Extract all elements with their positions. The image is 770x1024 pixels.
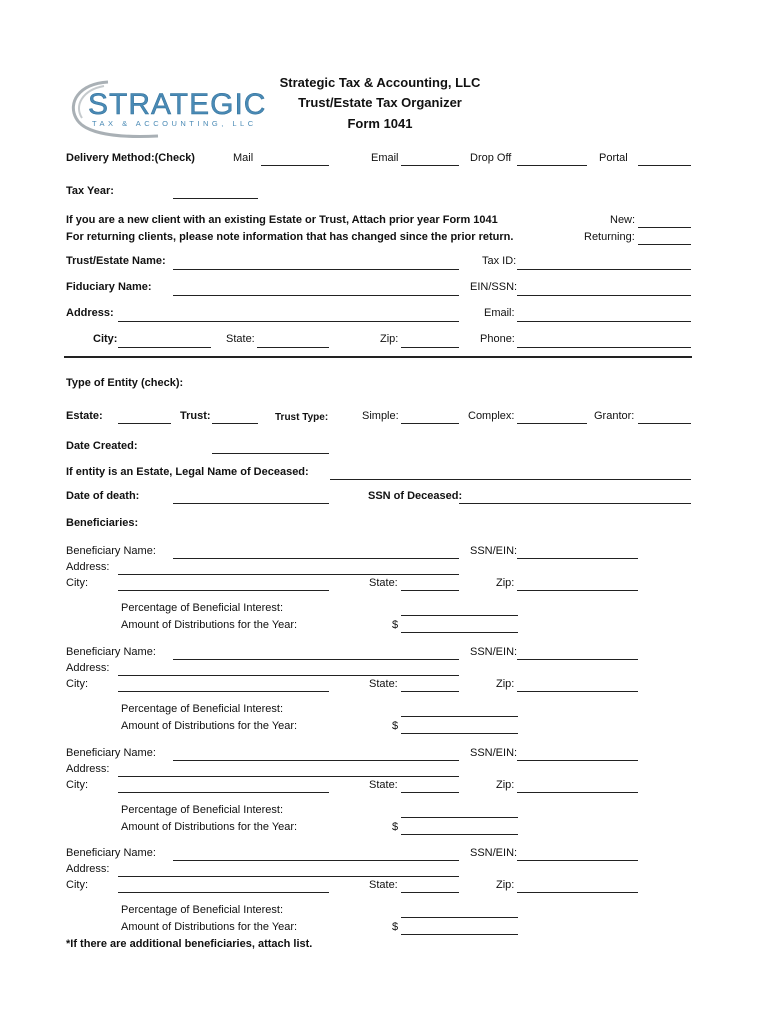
zip-field[interactable]	[401, 347, 459, 348]
beneficiaries-heading: Beneficiaries:	[66, 517, 139, 529]
deceased-name-field[interactable]	[330, 479, 691, 480]
logo-subtext: TAX & ACCOUNTING, LLC	[92, 119, 257, 128]
beneficiary-1-state-field[interactable]	[401, 590, 459, 591]
email-field[interactable]	[517, 321, 691, 322]
beneficiary-2-state-field[interactable]	[401, 691, 459, 692]
beneficiary-4-percent-field[interactable]	[401, 917, 518, 918]
beneficiary-4-amount-label: Amount of Distributions for the Year:	[121, 921, 298, 933]
beneficiary-2-percent-field[interactable]	[401, 716, 518, 717]
beneficiary-3-amount-label: Amount of Distributions for the Year:	[121, 821, 298, 833]
beneficiary-1-address-field[interactable]	[118, 574, 459, 575]
mail-label: Mail	[233, 152, 254, 164]
address-label: Address:	[66, 307, 114, 319]
form-number: Form 1041	[347, 116, 413, 131]
tax-id-label: Tax ID:	[482, 255, 517, 267]
beneficiary-1-zip-field[interactable]	[517, 590, 638, 591]
beneficiary-2-city-label: City:	[66, 678, 88, 690]
beneficiary-4-city-field[interactable]	[118, 892, 329, 893]
trust-name-label: Trust/Estate Name:	[66, 255, 166, 267]
city-label: City:	[93, 333, 118, 345]
dropoff-label: Drop Off	[470, 152, 512, 164]
beneficiary-3-ssn-label: SSN/EIN:	[470, 747, 518, 759]
simple-check-field[interactable]	[401, 423, 459, 424]
trust-type-label: Trust Type:	[275, 412, 329, 423]
beneficiary-2-zip-field[interactable]	[517, 691, 638, 692]
zip-label: Zip:	[380, 333, 399, 345]
beneficiary-4-state-field[interactable]	[401, 892, 459, 893]
beneficiary-1-name-label: Beneficiary Name:	[66, 545, 156, 557]
returning-check-field[interactable]	[638, 244, 691, 245]
beneficiary-1-city-field[interactable]	[118, 590, 329, 591]
fiduciary-label: Fiduciary Name:	[66, 281, 152, 293]
deceased-name-label: If entity is an Estate, Legal Name of Deceased:	[66, 466, 309, 478]
city-field[interactable]	[118, 347, 211, 348]
beneficiary-4-name-field[interactable]	[173, 860, 459, 861]
date-of-death-label: Date of death:	[66, 490, 140, 502]
beneficiary-4-city-label: City:	[66, 879, 88, 891]
beneficiary-1-name-field[interactable]	[173, 558, 459, 559]
beneficiary-3-percent-field[interactable]	[401, 817, 518, 818]
logo-word: STRATEGIC	[88, 88, 267, 121]
form-title: Trust/Estate Tax Organizer	[298, 95, 462, 110]
beneficiary-2-dollar-sign: $	[392, 720, 399, 732]
state-field[interactable]	[257, 347, 329, 348]
beneficiary-3-state-label: State:	[369, 779, 398, 791]
complex-label: Complex:	[468, 410, 515, 422]
beneficiary-4-dollar-sign: $	[392, 921, 399, 933]
beneficiary-3-name-field[interactable]	[173, 760, 459, 761]
beneficiary-1-city-label: City:	[66, 577, 88, 589]
date-of-death-field[interactable]	[173, 503, 329, 504]
beneficiary-1-ssn-label: SSN/EIN:	[470, 545, 518, 557]
beneficiary-1-address-label: Address:	[66, 561, 110, 573]
new-label: New:	[610, 214, 636, 226]
beneficiary-2-zip-label: Zip:	[496, 678, 515, 690]
ein-ssn-label: EIN/SSN:	[470, 281, 518, 293]
beneficiary-1-percent-field[interactable]	[401, 615, 518, 616]
beneficiary-2-address-field[interactable]	[118, 675, 459, 676]
estate-check-field[interactable]	[118, 423, 171, 424]
entity-type-heading: Type of Entity (check):	[66, 377, 184, 389]
beneficiary-1-percent-label: Percentage of Beneficial Interest:	[121, 602, 284, 614]
dropoff-check-field[interactable]	[517, 165, 587, 166]
beneficiary-3-address-label: Address:	[66, 763, 110, 775]
ssn-deceased-label: SSN of Deceased:	[368, 490, 463, 502]
grantor-check-field[interactable]	[638, 423, 691, 424]
beneficiary-3-city-label: City:	[66, 779, 88, 791]
beneficiary-2-city-field[interactable]	[118, 691, 329, 692]
email-check-field[interactable]	[401, 165, 459, 166]
beneficiary-2-ssn-label: SSN/EIN:	[470, 646, 518, 658]
additional-beneficiaries-note: *If there are additional beneficiaries, attach list.	[66, 938, 313, 950]
beneficiary-3-amount-field[interactable]	[401, 834, 518, 835]
grantor-label: Grantor:	[594, 410, 635, 422]
new-check-field[interactable]	[638, 227, 691, 228]
beneficiary-3-zip-field[interactable]	[517, 792, 638, 793]
tax-year-label: Tax Year:	[66, 185, 114, 197]
beneficiary-2-address-label: Address:	[66, 662, 110, 674]
email-label: Email:	[484, 307, 515, 319]
trust-check-field[interactable]	[212, 423, 258, 424]
beneficiary-2-name-label: Beneficiary Name:	[66, 646, 156, 658]
trust-label: Trust:	[180, 410, 211, 422]
beneficiary-1-zip-label: Zip:	[496, 577, 515, 589]
beneficiary-3-address-field[interactable]	[118, 776, 459, 777]
beneficiary-1-amount-field[interactable]	[401, 632, 518, 633]
beneficiary-1-dollar-sign: $	[392, 619, 399, 631]
beneficiary-3-zip-label: Zip:	[496, 779, 515, 791]
delivery-method-label: Delivery Method:(Check)	[66, 152, 195, 164]
beneficiary-3-state-field[interactable]	[401, 792, 459, 793]
beneficiary-2-ssn-field[interactable]	[517, 659, 638, 660]
beneficiary-2-state-label: State:	[369, 678, 398, 690]
company-name: Strategic Tax & Accounting, LLC	[279, 75, 481, 90]
beneficiary-4-amount-field[interactable]	[401, 934, 518, 935]
beneficiary-4-ssn-label: SSN/EIN:	[470, 847, 518, 859]
date-created-label: Date Created:	[66, 440, 138, 452]
ein-ssn-field[interactable]	[517, 295, 691, 296]
returning-client-note: For returning clients, please note information that has changed since the prior return.	[66, 231, 514, 243]
beneficiary-3-ssn-field[interactable]	[517, 760, 638, 761]
trust-name-field[interactable]	[173, 269, 459, 270]
mail-check-field[interactable]	[261, 165, 329, 166]
new-client-note: If you are a new client with an existing Estate or Trust, Attach prior year Form 1041	[66, 214, 498, 226]
beneficiary-2-amount-field[interactable]	[401, 733, 518, 734]
phone-field[interactable]	[517, 347, 691, 348]
tax-year-field[interactable]	[173, 198, 258, 199]
section-divider	[64, 356, 692, 358]
ssn-deceased-field[interactable]	[459, 503, 691, 504]
beneficiary-1-ssn-field[interactable]	[517, 558, 638, 559]
beneficiary-1-amount-label: Amount of Distributions for the Year:	[121, 619, 298, 631]
beneficiary-4-zip-label: Zip:	[496, 879, 515, 891]
beneficiary-3-name-label: Beneficiary Name:	[66, 747, 156, 759]
beneficiary-4-ssn-field[interactable]	[517, 860, 638, 861]
beneficiary-2-name-field[interactable]	[173, 659, 459, 660]
estate-label: Estate:	[66, 410, 103, 422]
address-field[interactable]	[118, 321, 459, 322]
portal-label: Portal	[599, 152, 628, 164]
tax-id-field[interactable]	[517, 269, 691, 270]
beneficiary-1-state-label: State:	[369, 577, 398, 589]
portal-check-field[interactable]	[638, 165, 691, 166]
beneficiary-3-city-field[interactable]	[118, 792, 329, 793]
fiduciary-field[interactable]	[173, 295, 459, 296]
simple-label: Simple:	[362, 410, 399, 422]
beneficiary-4-percent-label: Percentage of Beneficial Interest:	[121, 904, 284, 916]
date-created-field[interactable]	[212, 453, 329, 454]
email-delivery-label: Email	[371, 152, 399, 164]
beneficiary-3-percent-label: Percentage of Beneficial Interest:	[121, 804, 284, 816]
returning-label: Returning:	[584, 231, 635, 243]
state-label: State:	[226, 333, 255, 345]
complex-check-field[interactable]	[517, 423, 587, 424]
beneficiary-4-state-label: State:	[369, 879, 398, 891]
beneficiary-4-name-label: Beneficiary Name:	[66, 847, 156, 859]
beneficiary-2-amount-label: Amount of Distributions for the Year:	[121, 720, 298, 732]
beneficiary-2-percent-label: Percentage of Beneficial Interest:	[121, 703, 284, 715]
beneficiary-4-address-label: Address:	[66, 863, 110, 875]
phone-label: Phone:	[480, 333, 515, 345]
beneficiary-4-zip-field[interactable]	[517, 892, 638, 893]
beneficiary-3-dollar-sign: $	[392, 821, 399, 833]
beneficiary-4-address-field[interactable]	[118, 876, 459, 877]
